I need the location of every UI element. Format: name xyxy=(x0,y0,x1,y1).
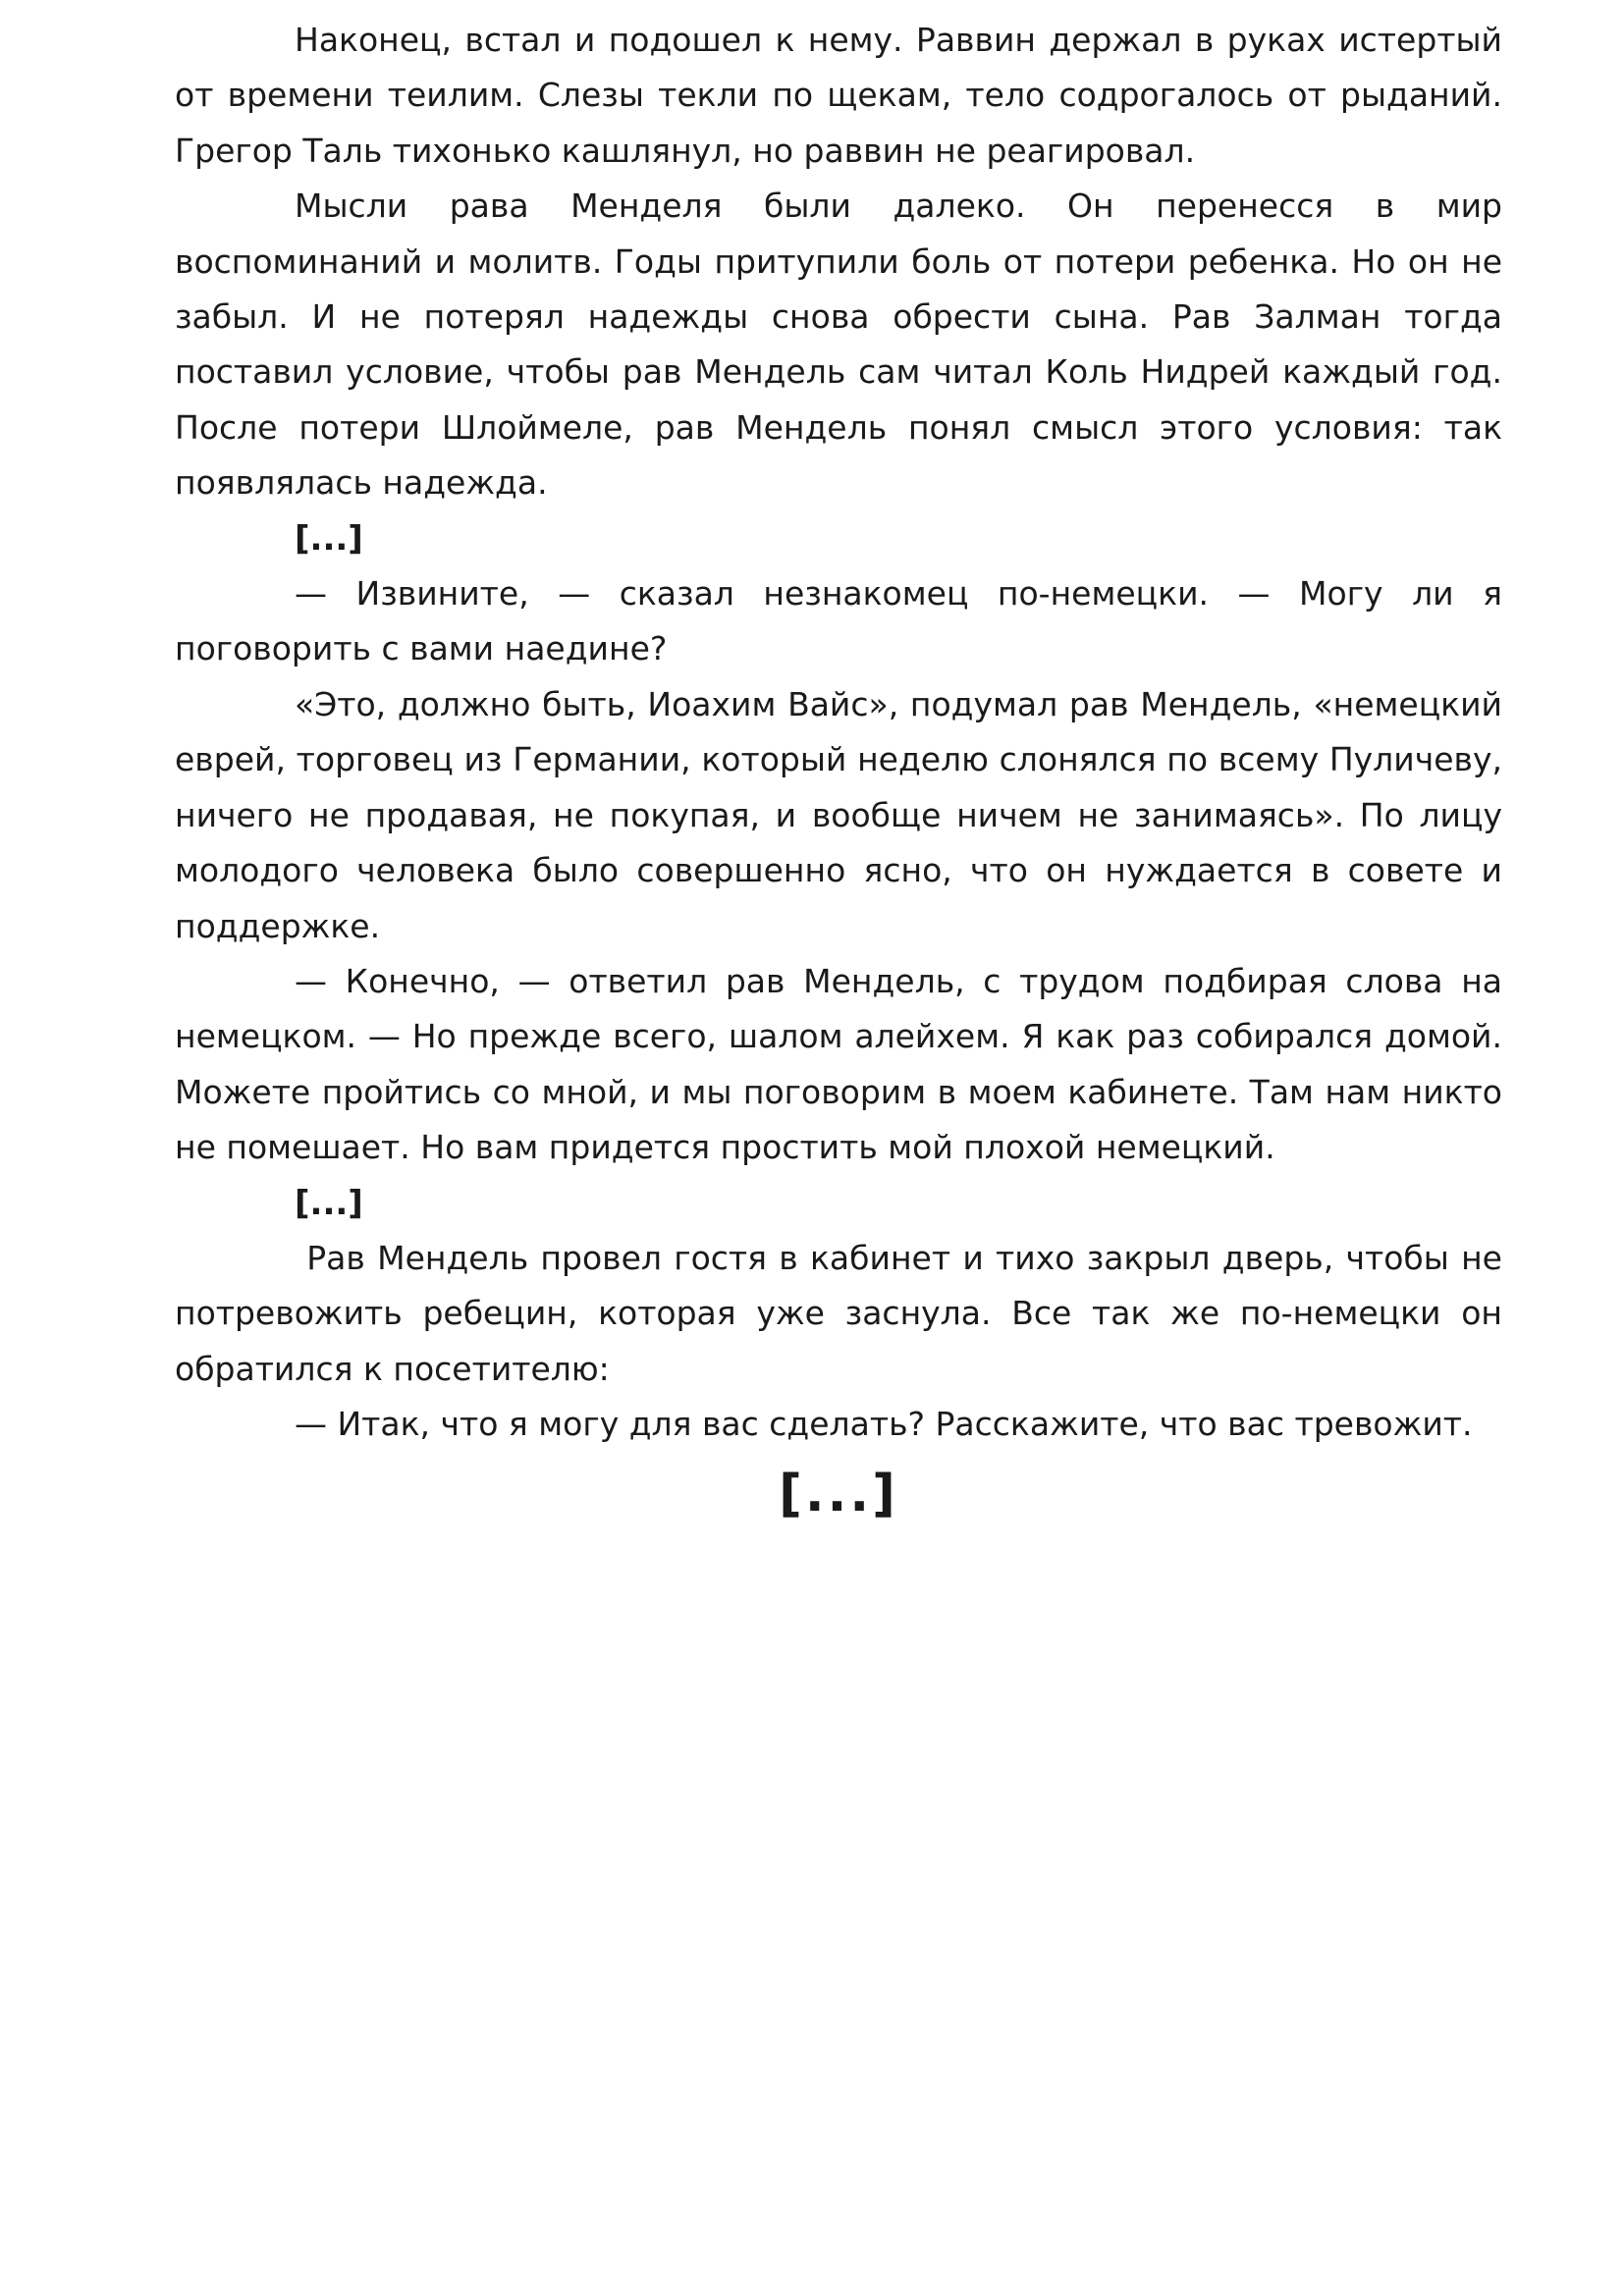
section-break-mark: [...] xyxy=(295,1183,363,1223)
section-break-mark: [...] xyxy=(295,518,363,559)
paragraph: Рав Мендель провел гостя в кабинет и тихо закрыл дверь, чтобы не потревожить ребецин, которая уже заснула. Все так же по-немецки он обратился к посетителю: xyxy=(175,1238,1513,1388)
paragraph: — Конечно, — ответил рав Мендель, с трудом подбирая слова на немецком. — Но прежде всего, шалом алейхем. Я как раз собирался домой. Можете пройтись со мной, и мы поговорим в моем кабинете. Там нам никто не помешает. Но вам придется простить мой плохой немецкий. xyxy=(175,961,1502,1167)
paragraph: — Итак, что я могу для вас сделать? Расскажите, что вас тревожит. xyxy=(295,1405,1473,1444)
paragraph: Наконец, встал и подошел к нему. Раввин держал в руках истертый от времени теилим. Слезы текли по щекам, тело содрогалось от рыданий. Грегор Таль тихонько кашлянул, но раввин не реагировал. xyxy=(175,21,1502,170)
paragraph: Мысли рава Менделя были далеко. Он перенесся в мир воспоминаний и молитв. Годы притупили боль от потери ребенка. Но он не забыл. И не потерял надежды снова обрести сына. Рав Залман тогда поставил условие, чтобы рав Мендель сам читал Коль Нидрей каждый год. После потери Шлоймеле, рав Мендель понял смысл этого условия: так появлялась надежда. xyxy=(175,187,1502,503)
document-page xyxy=(175,13,1513,1529)
paragraph: — Извините, — сказал незнакомец по-немецки. — Могу ли я поговорить с вами наедине? xyxy=(175,574,1502,668)
paragraph: «Это, должно быть, Иоахим Вайс», подумал рав Мендель, «немецкий еврей, торговец из Германии, который неделю слонялся по всему Пуличеву, ничего не продавая, не покупая, и вообще ничем не занимаясь». По лицу молодого человека было совершенно ясно, что он нуждается в совете и поддержке. xyxy=(175,684,1502,945)
end-of-excerpt-mark: [...] xyxy=(779,1464,898,1523)
